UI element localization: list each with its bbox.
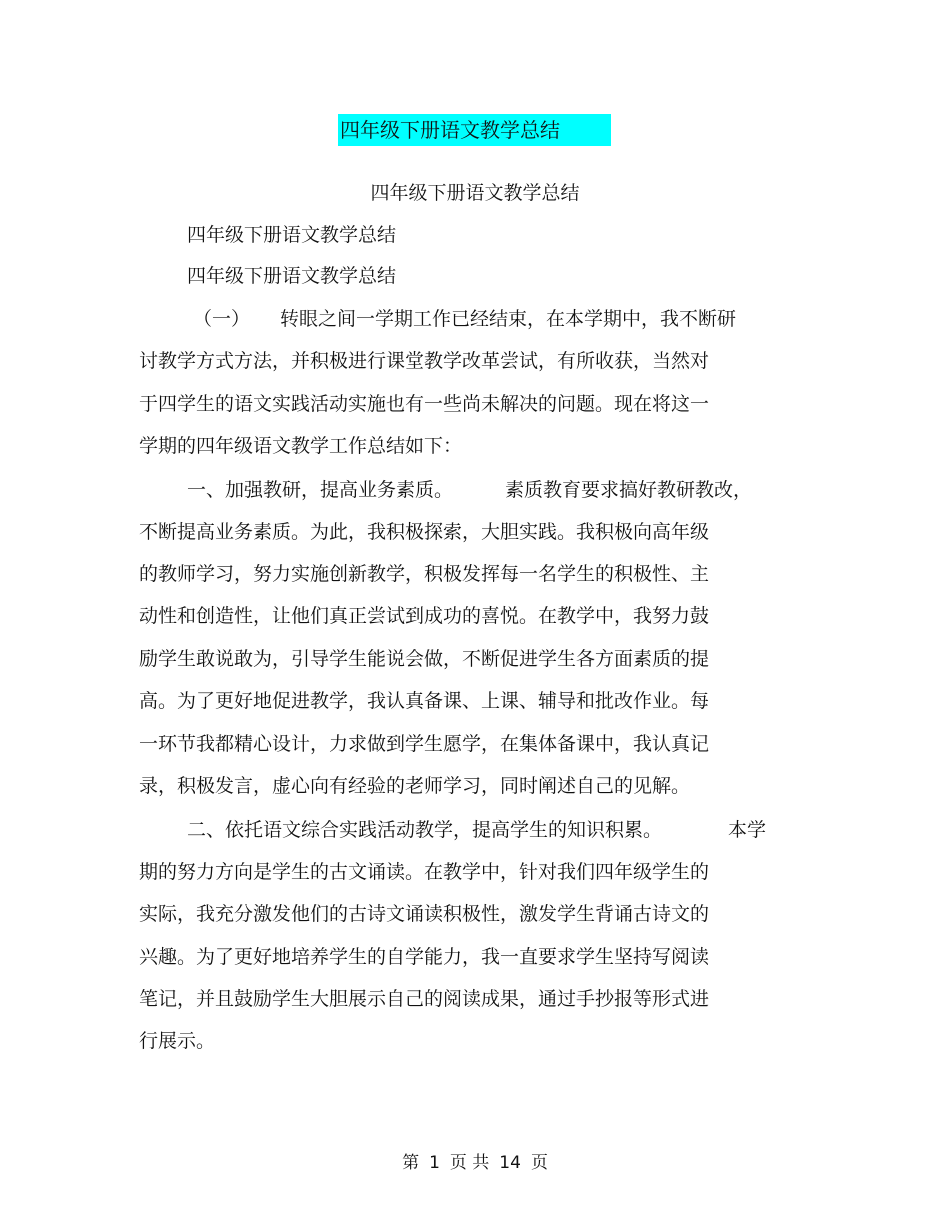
footer-prefix: 第 [402,1153,420,1173]
intro-text: 转眼之间一学期工作已经结束，在本学期中，我不断研 [280,308,737,330]
section-2-line: 笔记，并且鼓励学生大胆展示自己的阅读成果，通过手抄报等形式进 [139,988,710,1010]
section-1-line: 动性和创造性，让他们真正尝试到成功的喜悦。在教学中，我努力鼓 [139,605,710,627]
intro-line: 学期的四年级语文教学工作总结如下： [139,435,463,457]
section-2-line: 期的努力方向是学生的古文诵读。在教学中，针对我们四年级学生的 [139,861,710,883]
document-title: 四年级下册语文教学总结 [338,114,611,146]
footer-page-number: 1 [429,1153,440,1173]
section-1-line: 高。为了更好地促进教学，我认真备课、上课、辅导和批改作业。每 [139,690,710,712]
section-2-line: 行展示。 [139,1030,216,1052]
section-1-line: 励学生敢说敢为，引导学生能说会做，不断促进学生各方面素质的提 [139,648,710,670]
section-1-line: 录，积极发言，虚心向有经验的老师学习，同时阐述自己的见解。 [139,775,691,797]
document-subtitle: 四年级下册语文教学总结 [370,182,580,204]
section-1-line: 一环节我都精心设计，力求做到学生愿学，在集体备课中，我认真记 [139,733,710,755]
intro-marker: （一） [193,308,251,330]
intro-line: 于四学生的语文实践活动实施也有一些尚未解决的问题。现在将这一 [139,393,710,415]
page-footer [0,1150,950,1176]
section-1-line: 的教师学习，努力实施创新教学，积极发挥每一名学生的积极性、主 [139,563,710,585]
heading-repeat-line: 四年级下册语文教学总结 [187,224,397,246]
section-2-line: 兴趣。为了更好地培养学生的自学能力，我一直要求学生坚持写阅读 [139,946,710,968]
section-2-text: 本学 [728,819,767,841]
section-1-text: 素质教育要求搞好教研教改， [505,479,753,501]
intro-line [193,304,736,334]
section-1-heading: 一、加强教研，提高业务素质。 [187,479,454,501]
section-2-heading: 二、依托语文综合实践活动教学，提高学生的知识积累。 [187,819,663,841]
footer-mid: 页 共 [449,1153,490,1173]
heading-repeat-line: 四年级下册语文教学总结 [187,265,397,287]
section-1-line: 不断提高业务素质。为此，我积极探索，大胆实践。我积极向高年级 [139,521,710,543]
footer-total-pages: 14 [499,1153,521,1173]
intro-line: 讨教学方式方法，并积极进行课堂教学改革尝试，有所收获，当然对 [139,350,710,372]
section-2-line [187,815,766,845]
section-1-line [187,475,752,505]
section-2-line: 实际，我充分激发他们的古诗文诵读积极性，激发学生背诵古诗文的 [139,903,710,925]
footer-suffix: 页 [530,1153,548,1173]
